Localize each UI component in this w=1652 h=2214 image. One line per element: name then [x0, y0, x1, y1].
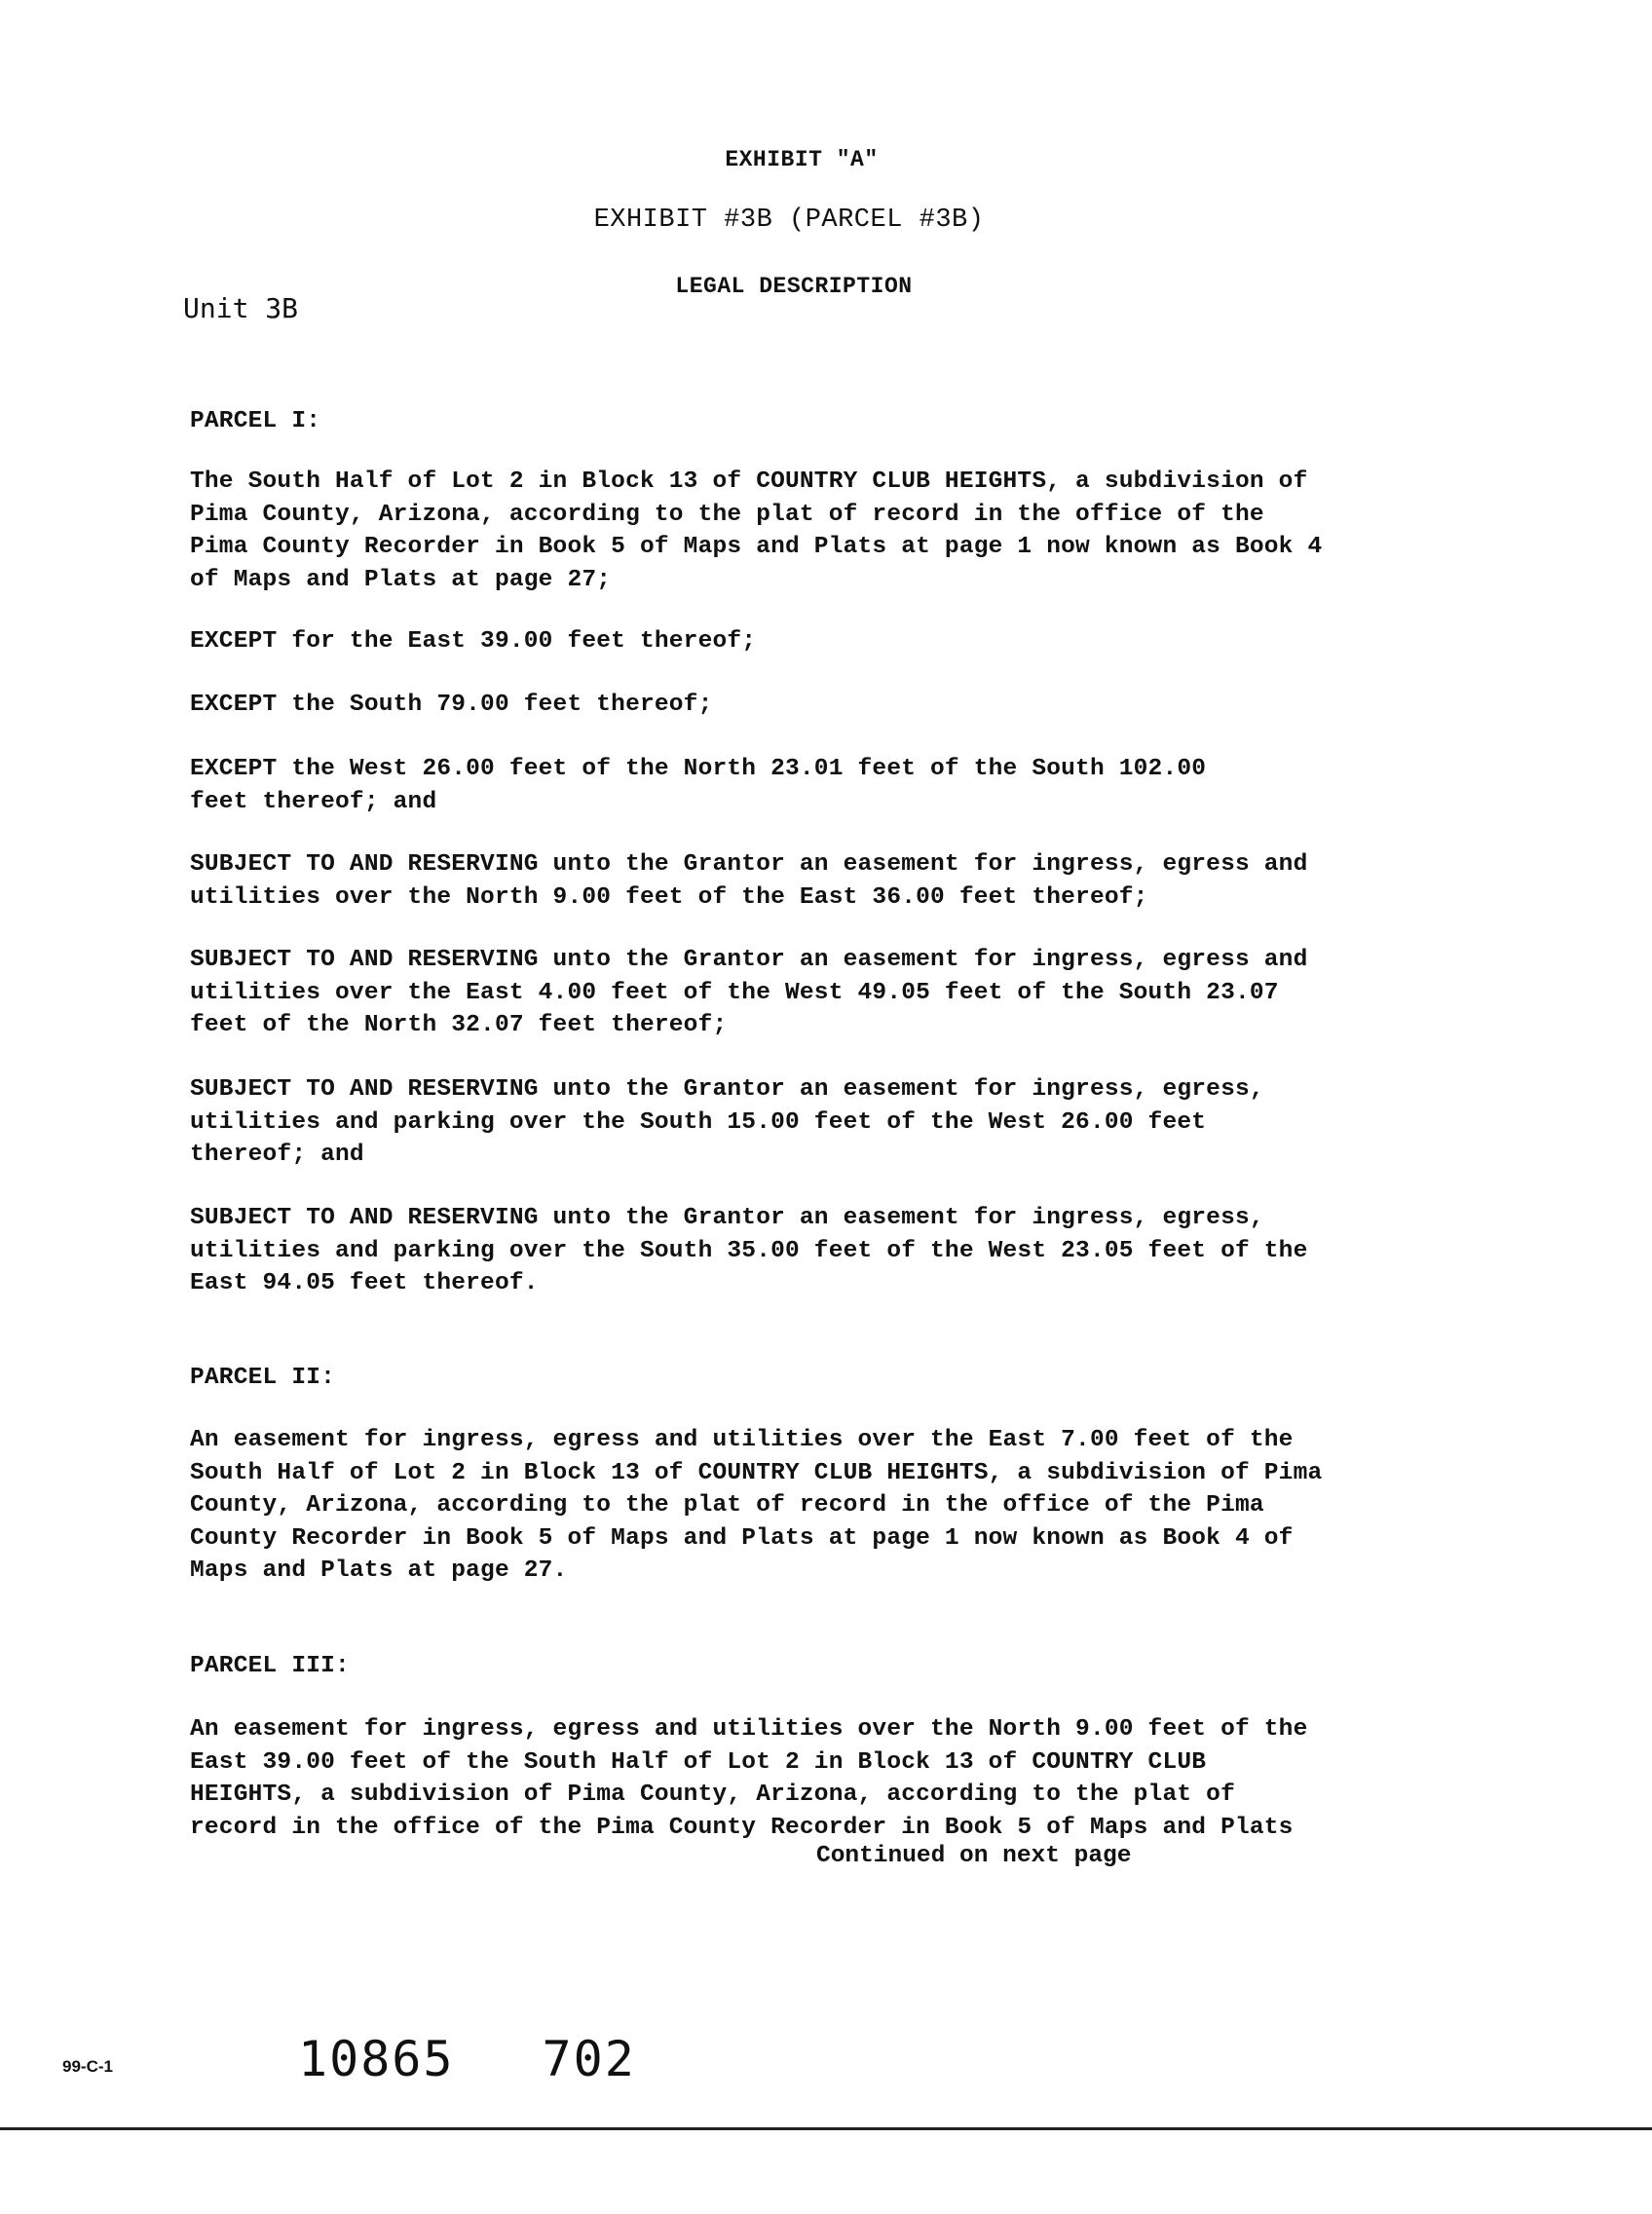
paragraph — [190, 1073, 1485, 1172]
paragraph — [190, 689, 1485, 722]
text-line: The South Half of Lot 2 in Block 13 of COUNTRY CLUB HEIGHTS, a subdivision of — [190, 469, 1308, 495]
text-line: An easement for ingress, egress and utilities over the East 7.00 feet of the — [190, 1427, 1294, 1453]
text-line: feet of the North 32.07 feet thereof; — [190, 1012, 728, 1038]
text-line: PARCEL I: — [190, 408, 321, 434]
text-line: SUBJECT TO AND RESERVING unto the Grantor an easement for ingress, egress, — [190, 1076, 1264, 1103]
form-code: 99-C-1 — [62, 2057, 113, 2076]
paragraph — [190, 466, 1485, 596]
parcel-heading — [190, 1650, 1485, 1683]
text-line: Pima County Recorder in Book 5 of Maps and Plats at page 1 now known as Book 4 — [190, 534, 1323, 560]
text-line: South Half of Lot 2 in Block 13 of COUNTRY CLUB HEIGHTS, a subdivision of Pima — [190, 1459, 1323, 1486]
text-line: utilities over the North 9.00 feet of the East 36.00 feet thereof; — [190, 883, 1148, 911]
parcel-heading — [190, 1362, 1485, 1395]
text-line: PARCEL III: — [190, 1653, 350, 1679]
text-line: EXCEPT the West 26.00 feet of the North 23.01 feet of the South 102.00 — [190, 756, 1207, 782]
unit-label: Unit 3B — [183, 292, 299, 324]
book-number: 10865 — [298, 2031, 455, 2087]
paragraph — [190, 944, 1485, 1042]
paragraph — [190, 625, 1485, 658]
bottom-rule — [0, 2127, 1652, 2130]
text-line: East 39.00 feet of the South Half of Lot 2 in Block 13 of COUNTRY CLUB — [190, 1748, 1207, 1776]
text-line: An easement for ingress, egress and utilities over the North 9.00 feet of the — [190, 1716, 1308, 1743]
page-number: 702 — [542, 2031, 636, 2087]
text-line: EXCEPT for the East 39.00 feet thereof; — [190, 628, 757, 655]
legal-description-heading: LEGAL DESCRIPTION — [675, 274, 913, 299]
recording-stamp — [298, 2030, 636, 2088]
text-line: Pima County, Arizona, according to the plat of record in the office of the — [190, 501, 1264, 528]
paragraph — [190, 1713, 1485, 1844]
text-line: Maps and Plats at page 27. — [190, 1557, 568, 1584]
exhibit-a-heading: EXHIBIT "A" — [725, 147, 879, 172]
parcel-heading — [190, 405, 1485, 438]
text-line: of Maps and Plats at page 27; — [190, 566, 612, 593]
text-line: PARCEL II: — [190, 1365, 336, 1391]
text-line: record in the office of the Pima County Recorder in Book 5 of Maps and Plats — [190, 1814, 1294, 1841]
paragraph — [190, 753, 1485, 818]
text-line: feet thereof; and — [190, 788, 437, 815]
text-line: County, Arizona, according to the plat of record in the office of the Pima — [190, 1492, 1264, 1519]
paragraph — [190, 1424, 1485, 1588]
text-line: SUBJECT TO AND RESERVING unto the Grantor an easement for ingress, egress, — [190, 1205, 1264, 1231]
text-line: thereof; and — [190, 1142, 364, 1168]
text-line: East 94.05 feet thereof. — [190, 1270, 539, 1296]
text-line: County Recorder in Book 5 of Maps and Plats at page 1 now known as Book 4 of — [190, 1524, 1294, 1552]
continued-note: Continued on next page — [816, 1843, 1132, 1869]
text-line: utilities and parking over the South 35.00 feet of the West 23.05 feet of the — [190, 1237, 1308, 1264]
text-line: SUBJECT TO AND RESERVING unto the Grantor an easement for ingress, egress and — [190, 947, 1308, 973]
text-line: HEIGHTS, a subdivision of Pima County, Arizona, according to the plat of — [190, 1782, 1235, 1808]
exhibit-3b-heading: EXHIBIT #3B (PARCEL #3B) — [593, 206, 985, 235]
text-line: SUBJECT TO AND RESERVING unto the Grantor an easement for ingress, egress and — [190, 851, 1308, 878]
paragraph — [190, 1202, 1485, 1300]
text-line: utilities over the East 4.00 feet of the West 49.05 feet of the South 23.07 — [190, 979, 1279, 1006]
paragraph — [190, 848, 1485, 914]
text-line: EXCEPT the South 79.00 feet thereof; — [190, 692, 713, 718]
text-line: utilities and parking over the South 15.00 feet of the West 26.00 feet — [190, 1108, 1207, 1136]
